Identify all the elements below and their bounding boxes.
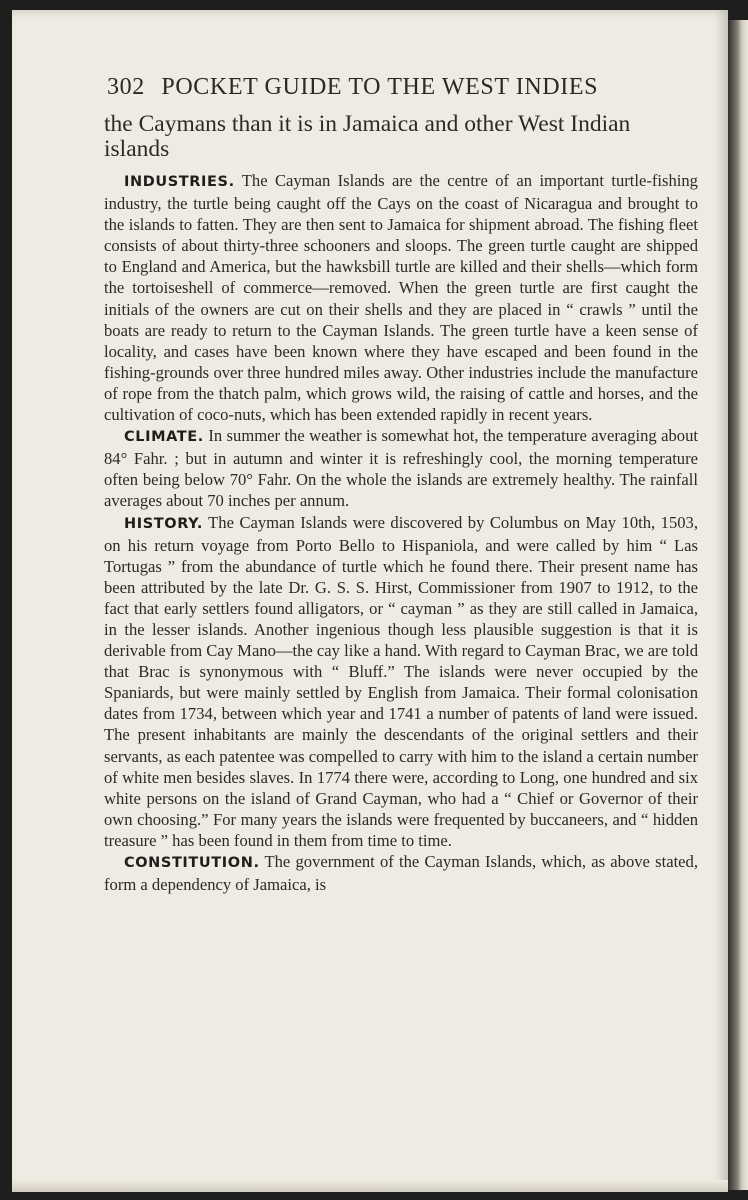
section-body: In summer the weather is somewhat hot, the temperature averaging about 84° Fahr. ; but in autumn and winter it is refreshingly cool, the morning temperature often being below 70° Fahr. On the whole the islands are extremely healthy. The rainfall averages about 70 inches per annum.	[104, 426, 699, 511]
section-climate	[104, 425, 698, 511]
running-header	[107, 74, 697, 101]
section-heading: HISTORY.	[124, 515, 203, 532]
page-edge-bottom	[12, 1180, 728, 1192]
section-body: The Cayman Islands are the centre of an important turtle-fishing industry, the turtle being caught off the Cays on the coast of Nicaragua and brought to the islands to fatten. They are then sent to Jamaica for shipment abroad. The fishing fleet consists of about thirty-three schooners and sloops. The green turtle caught are shipped to England and America, but the hawksbill turtle are killed and their shells—which form the tortoiseshell of commerce—removed. When the green turtle are first caught the initials of the owners are cut on their shells and they are placed in “ crawls ” until the boats are ready to return to the Cayman Islands. The green turtle have a keen sense of locality, and cases have been known where they have escaped and been found in the fishing-grounds over three hundred miles away. Other industries include the manufacture of rope from the thatch palm, which grows wild, the raising of cattle and horses, and the cultivation of coco-nuts, which has been extended rapidly in recent years.	[104, 171, 698, 425]
continued-sentence: the Caymans than it is in Jamaica and other West Indian islands	[104, 111, 631, 162]
section-heading: CONSTITUTION.	[124, 855, 260, 871]
page-edge-right	[728, 20, 748, 1190]
section-heading: INDUSTRIES.	[124, 174, 235, 190]
section-body: The Cayman Islands were discovered by Columbus on May 10th, 1503, on his return voyage from Porto Bello to Hispaniola, and were called by him “ Las Tortugas ” from the abundance of turtle which he found there. Their present name has been attributed by the late Dr. G. S. S. Hirst, Commissioner from 1907 to 1912, to the fact that early settlers found alligators, or “ cayman ” as they are still called in Jamaica, in the lesser islands. Another ingenious though less plausible suggestion is that it is derivable from Cay Mano—the cay like a hand. With regard to Cayman Brac, we are told that Brac is synonymous with “ Bluff.” The islands were never occupied by the Spaniards, but were mainly settled by English from Jamaica. Their formal colonisation dates from 1734, between which year and 1741 a number of patents of land were issued. The present inhabitants are mainly the descendants of the original settlers and their servants, as each patentee was compelled to carry with him to the island a certain number of white men besides slaves. In 1774 there were, according to Long, one hundred and six white persons on the island of Grand Cayman, who had a “ Chief or Governor of their own choosing.” For many years the islands were frequented by buccaneers, and “ hidden treasure ” has been found in them from time to time.	[104, 512, 698, 850]
running-title: POCKET GUIDE TO THE WEST INDIES	[161, 74, 599, 100]
page-number: 302	[107, 74, 145, 100]
body-text	[104, 112, 698, 895]
section-industries	[104, 170, 698, 425]
section-history	[104, 512, 698, 852]
section-body: The government of the Cayman Islands, which, as above stated, form a dependency of Jamaica, is	[104, 852, 698, 895]
section-constitution	[104, 851, 698, 895]
section-heading: CLIMATE.	[124, 429, 204, 446]
